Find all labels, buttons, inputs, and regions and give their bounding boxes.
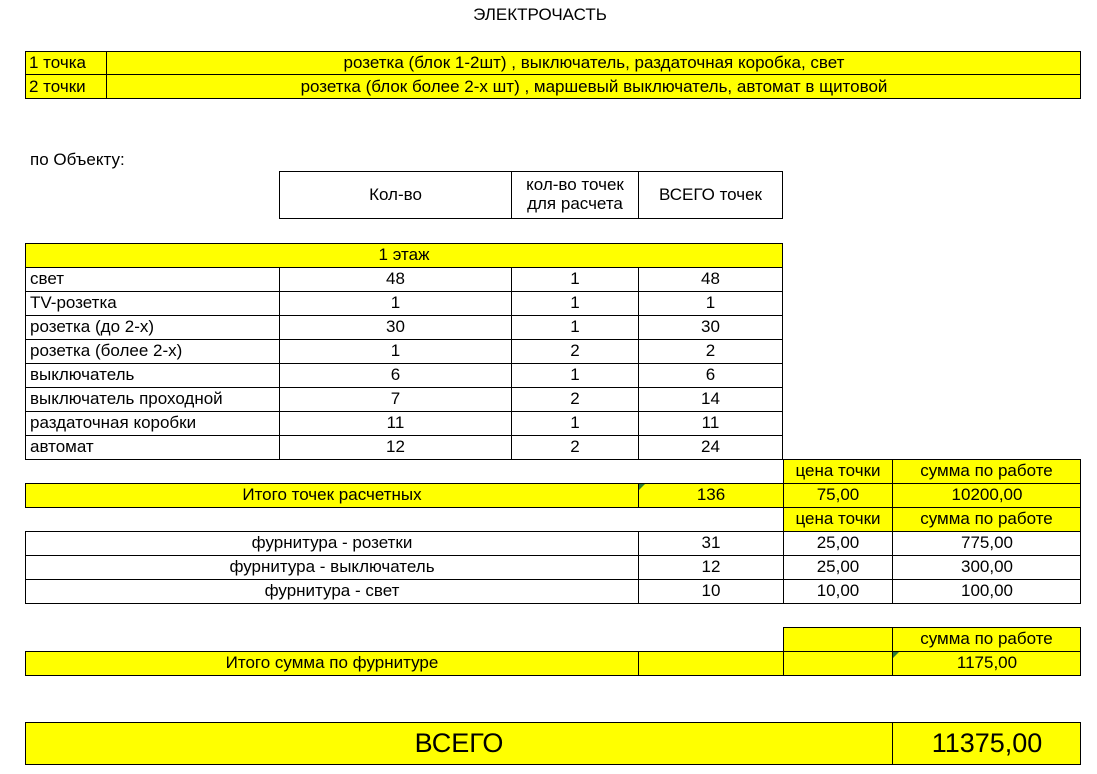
object-label: по Объекту:	[30, 149, 125, 169]
table-row-points: 1	[570, 268, 580, 288]
table-row-total: 6	[705, 364, 716, 384]
fittings-row-qty: 10	[701, 580, 721, 600]
table-row-total: 11	[701, 412, 720, 432]
table-row-qty: 1	[390, 340, 401, 360]
fittings-row-qty: 12	[701, 556, 721, 576]
table-row-name: выключатель проходной	[30, 388, 223, 408]
legend-label-2: 2 точки	[29, 76, 86, 96]
table-row-qty: 7	[390, 388, 401, 408]
points-summary-sum: 10200,00	[951, 485, 1023, 505]
legend-desc-2: розетка (блок более 2-х шт) , маршевый выключатель, автомат в щитовой	[300, 76, 888, 96]
fittings-row-price: 10,00	[816, 580, 860, 600]
floor-title: 1 этаж	[25, 243, 783, 268]
table-row-total: 24	[701, 436, 720, 456]
table-row-name: автомат	[30, 436, 94, 456]
points-summary-label: Итого точек расчетных	[242, 485, 422, 505]
fittings-row-sum: 775,00	[961, 532, 1013, 552]
grand-total-label: ВСЕГО	[414, 727, 504, 758]
table-row-qty: 30	[386, 316, 405, 336]
table-row-total: 1	[705, 292, 716, 312]
fittings-summary-sum: 1175,00	[956, 653, 1018, 673]
table-row-name: выключатель	[30, 364, 135, 384]
table-row-qty: 11	[386, 412, 405, 432]
table-row-points: 2	[570, 436, 580, 456]
points-summary-price: 75,00	[816, 485, 860, 505]
table-row-points: 1	[570, 364, 580, 384]
fittings-sum-header: сумма по работе	[892, 507, 1081, 532]
table-row-total: 14	[701, 388, 720, 408]
grand-total-value: 11375,00	[931, 727, 1043, 758]
table-row-points: 2	[570, 388, 580, 408]
fittings-row-name: фурнитура - розетки	[251, 532, 413, 552]
table-row-name: TV-розетка	[30, 292, 117, 312]
table-row-points: 1	[570, 292, 580, 312]
header-qty: Кол-во	[369, 184, 422, 204]
table-row-total: 30	[701, 316, 720, 336]
header-points-per: кол-во точек для расчета	[526, 175, 624, 213]
fittings-row-qty: 31	[701, 532, 721, 552]
table-row-total: 2	[705, 340, 716, 360]
fittings-summary-label: Итого сумма по фурнитуре	[225, 653, 439, 673]
legend-desc-1: розетка (блок 1-2шт) , выключатель, раздаточная коробка, свет	[343, 52, 845, 72]
fittings-price-header: цена точки	[783, 507, 893, 532]
sum-header: сумма по работе	[892, 459, 1081, 484]
fittings-summary-empty-header	[783, 627, 893, 652]
points-summary-total: 136	[696, 485, 726, 505]
fittings-row-sum: 100,00	[961, 580, 1013, 600]
fittings-row-name: фурнитура - выключатель	[229, 556, 435, 576]
fittings-summary-sum-header: сумма по работе	[892, 627, 1081, 652]
table-row-name: розетка (более 2-х)	[30, 340, 183, 360]
table-row-name: розетка (до 2-х)	[30, 316, 155, 336]
header-total-points: ВСЕГО точек	[658, 184, 762, 204]
table-row-points: 1	[570, 412, 580, 432]
fittings-row-sum: 300,00	[961, 556, 1013, 576]
table-row-name: раздаточная коробки	[30, 412, 197, 432]
table-row-qty: 48	[386, 268, 405, 288]
fittings-row-price: 25,00	[816, 556, 860, 576]
legend-label-1: 1 точка	[29, 52, 86, 72]
fittings-row-price: 25,00	[816, 532, 860, 552]
table-row-qty: 1	[390, 292, 401, 312]
price-header: цена точки	[783, 459, 893, 484]
table-row-name: свет	[30, 268, 65, 288]
page-title: ЭЛЕКТРОЧАСТЬ	[473, 4, 607, 24]
fittings-row-name: фурнитура - свет	[264, 580, 400, 600]
table-row-qty: 12	[386, 436, 405, 456]
table-row-points: 1	[570, 316, 580, 336]
table-row-total: 48	[701, 268, 720, 288]
table-row-points: 2	[570, 340, 580, 360]
table-row-qty: 6	[390, 364, 401, 384]
